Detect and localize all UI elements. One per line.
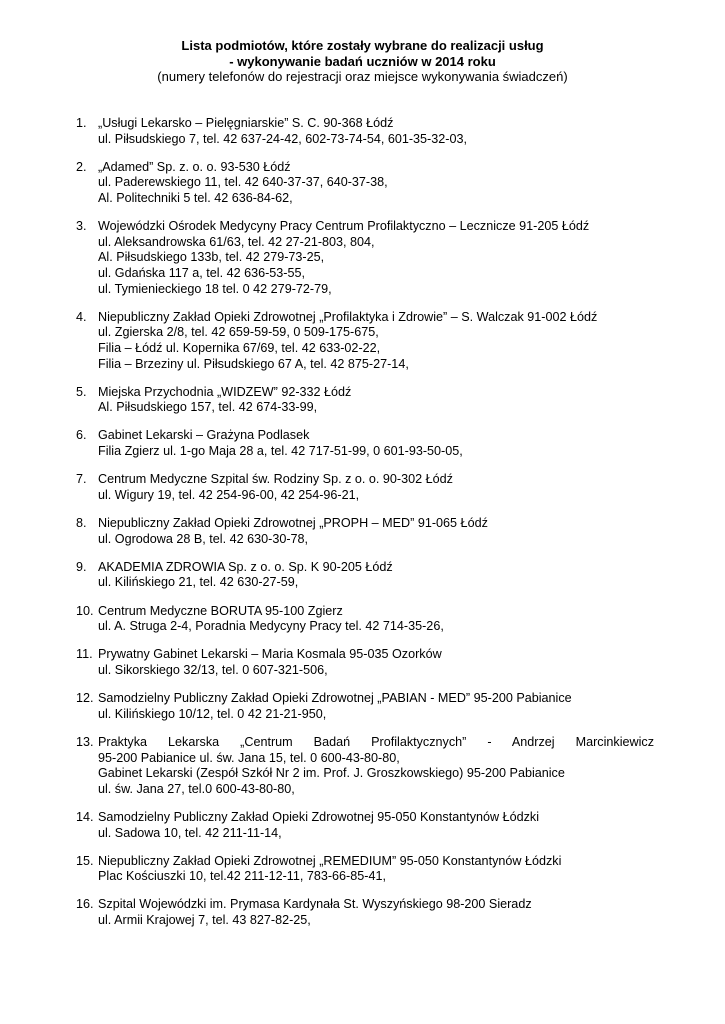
provider-address-line: ul. Armii Krajowej 7, tel. 43 827-82-25, xyxy=(98,913,311,928)
provider-address-line: Al. Piłsudskiego 133b, tel. 42 279-73-25, xyxy=(98,250,325,265)
list-item-number: 14. xyxy=(76,809,94,824)
provider-name: Gabinet Lekarski – Grażyna Podlasek xyxy=(98,428,310,443)
list-item-number: 2. xyxy=(76,159,87,174)
list-item-number: 10. xyxy=(76,603,94,618)
provider-address-line: ul. Ogrodowa 28 B, tel. 42 630-30-78, xyxy=(98,531,309,546)
list-item-number: 7. xyxy=(76,472,87,487)
provider-address-line: ul. Paderewskiego 11, tel. 42 640-37-37, 640-37-38, xyxy=(98,175,388,190)
provider-address-line: ul. Kilińskiego 21, tel. 42 630-27-59, xyxy=(98,575,299,590)
list-item xyxy=(76,691,654,722)
list-item-number: 5. xyxy=(76,384,87,399)
provider-address-line: ul. Tymienieckiego 18 tel. 0 42 279-72-79, xyxy=(98,281,332,296)
list-item-number: 3. xyxy=(76,219,87,234)
provider-address-line: ul. Piłsudskiego 7, tel. 42 637-24-42, 602-73-74-54, 601-35-32-03, xyxy=(98,131,467,146)
provider-address-line: Al. Piłsudskiego 157, tel. 42 674-33-99, xyxy=(98,400,318,415)
document-title-line-2: - wykonywanie badań uczniów w 2014 roku xyxy=(229,53,496,69)
list-item xyxy=(76,116,654,147)
provider-address-line: ul. Wigury 19, tel. 42 254-96-00, 42 254-96-21, xyxy=(98,487,360,502)
list-item xyxy=(76,604,654,635)
list-item-number: 16. xyxy=(76,897,94,912)
provider-address-line: 95-200 Pabianice ul. św. Jana 15, tel. 0 600-43-80-80, xyxy=(98,750,400,765)
list-item-number: 9. xyxy=(76,559,87,574)
provider-address-line: ul. Gdańska 117 a, tel. 42 636-53-55, xyxy=(98,265,306,280)
list-item-number: 6. xyxy=(76,428,87,443)
list-item xyxy=(76,516,654,547)
list-item xyxy=(76,560,654,591)
list-item xyxy=(76,472,654,503)
list-item xyxy=(76,854,654,885)
list-item-number: 1. xyxy=(76,116,87,130)
provider-name: Szpital Wojewódzki im. Prymasa Kardynała St. Wyszyńskiego 98-200 Sieradz xyxy=(98,897,532,912)
provider-address-line: Filia – Łódź ul. Kopernika 67/69, tel. 42 633-02-22, xyxy=(98,340,381,355)
list-item xyxy=(76,428,654,459)
provider-address-line: ul. Aleksandrowska 61/63, tel. 42 27-21-803, 804, xyxy=(98,234,375,249)
list-item-number: 13. xyxy=(76,734,94,749)
provider-name: „Usługi Lekarsko – Pielęgniarskie” S. C. 90-368 Łódź xyxy=(98,116,394,130)
provider-name: Wojewódzki Ośrodek Medycyny Pracy Centrum Profilaktyczno – Lecznicze 91-205 Łódź xyxy=(98,219,590,234)
provider-address-line: ul. Zgierska 2/8, tel. 42 659-59-59, 0 509-175-675, xyxy=(98,325,379,340)
list-item xyxy=(76,647,654,678)
provider-address-line: ul. św. Jana 27, tel.0 600-43-80-80, xyxy=(98,781,295,796)
provider-address-line: ul. A. Struga 2-4, Poradnia Medycyny Pracy tel. 42 714-35-26, xyxy=(98,619,444,634)
provider-address-line: ul. Sadowa 10, tel. 42 211-11-14, xyxy=(98,825,282,840)
provider-name: Miejska Przychodnia „WIDZEW” 92-332 Łódź xyxy=(98,384,352,399)
provider-address-line: Filia Zgierz ul. 1-go Maja 28 a, tel. 42 717-51-99, 0 601-93-50-05, xyxy=(98,444,463,459)
list-item xyxy=(76,897,654,928)
list-item xyxy=(76,310,654,372)
document-header xyxy=(0,38,725,85)
provider-list xyxy=(76,116,654,941)
provider-address-line: Plac Kościuszki 10, tel.42 211-12-11, 783-66-85-41, xyxy=(98,869,386,884)
provider-address-line: ul. Sikorskiego 32/13, tel. 0 607-321-506, xyxy=(98,662,328,677)
provider-name: Niepubliczny Zakład Opieki Zdrowotnej „Profilaktyka i Zdrowie” – S. Walczak 91-002 Łódź xyxy=(98,309,598,324)
list-item-number: 15. xyxy=(76,853,94,868)
provider-name: Centrum Medyczne Szpital św. Rodziny Sp. z o. o. 90-302 Łódź xyxy=(98,472,453,487)
list-item-number: 12. xyxy=(76,691,94,706)
provider-address-line: Filia – Brzeziny ul. Piłsudskiego 67 A, tel. 42 875-27-14, xyxy=(98,356,409,371)
provider-name: Niepubliczny Zakład Opieki Zdrowotnej „PROPH – MED” 91-065 Łódź xyxy=(98,516,488,531)
provider-address-line: ul. Kilińskiego 10/12, tel. 0 42 21-21-950, xyxy=(98,706,327,721)
provider-name: AKADEMIA ZDROWIA Sp. z o. o. Sp. K 90-205 Łódź xyxy=(98,559,393,574)
document-subtitle: (numery telefonów do rejestracji oraz miejsce wykonywania świadczeń) xyxy=(157,69,568,84)
document-title-line-1: Lista podmiotów, które zostały wybrane do realizacji usług xyxy=(181,38,544,53)
list-item-number: 4. xyxy=(76,309,87,324)
provider-address-line: Al. Politechniki 5 tel. 42 636-84-62, xyxy=(98,190,293,205)
provider-name: Samodzielny Publiczny Zakład Opieki Zdrowotnej „PABIAN - MED” 95-200 Pabianice xyxy=(98,691,572,706)
provider-name: Prywatny Gabinet Lekarski – Maria Kosmala 95-035 Ozorków xyxy=(98,647,442,662)
provider-name: „Adamed” Sp. z. o. o. 93-530 Łódź xyxy=(98,159,291,174)
list-item xyxy=(76,385,654,416)
list-item xyxy=(76,735,654,797)
list-item xyxy=(76,810,654,841)
provider-name: Samodzielny Publiczny Zakład Opieki Zdrowotnej 95-050 Konstantynów Łódzki xyxy=(98,809,540,824)
provider-name: Centrum Medyczne BORUTA 95-100 Zgierz xyxy=(98,603,343,618)
list-item-number: 8. xyxy=(76,516,87,531)
provider-name: Niepubliczny Zakład Opieki Zdrowotnej „REMEDIUM” 95-050 Konstantynów Łódzki xyxy=(98,853,562,868)
list-item xyxy=(76,219,654,297)
provider-address-line: Gabinet Lekarski (Zespół Szkół Nr 2 im. Prof. J. Groszkowskiego) 95-200 Pabianice xyxy=(98,766,565,781)
provider-name: Praktyka Lekarska „Centrum Badań Profilaktycznych” - Andrzej Marcinkiewicz xyxy=(98,734,654,749)
list-item xyxy=(76,160,654,207)
list-item-number: 11. xyxy=(76,647,93,662)
